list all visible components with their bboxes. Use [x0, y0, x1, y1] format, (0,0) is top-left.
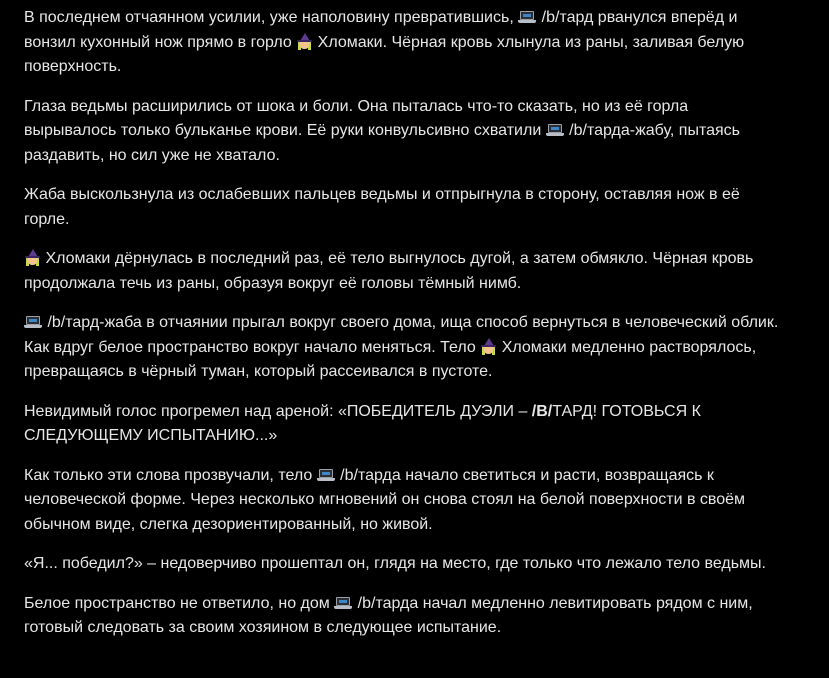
story-paragraph	[24, 247, 784, 296]
paragraph-text: Хломаки дёрнулась в последний раз, её тело выгнулось дугой, а затем обмякло. Чёрная кровь продолжала течь из раны, образуя вокруг её головы тёмный нимб.	[24, 250, 754, 292]
witch-icon	[24, 249, 41, 266]
witch-icon	[296, 33, 313, 50]
story-paragraph	[24, 552, 784, 577]
witch-icon	[480, 338, 497, 355]
paragraph-text: /b/тарда-жабу, пытаясь раздавить, но сил уже не хватало.	[24, 122, 740, 164]
paragraph-text: Хломаки. Чёрная кровь хлынула из раны, заливая белую поверхность.	[24, 33, 745, 75]
laptop-icon	[317, 469, 335, 482]
laptop-icon	[518, 11, 536, 24]
laptop-icon	[546, 124, 564, 137]
paragraph-text: /b/тард рванулся вперёд и вонзил кухонный нож прямо в горло	[24, 9, 738, 51]
story-paragraph	[24, 6, 784, 80]
paragraph-text: ТАРД! ГОТОВЬСЯ К СЛЕДУЮЩЕМУ ИСПЫТАНИЮ...»	[24, 402, 701, 444]
laptop-icon	[24, 316, 42, 329]
bold-text: /B/	[531, 402, 553, 420]
chat-message-body	[24, 6, 784, 656]
story-paragraph	[24, 400, 784, 449]
story-paragraph	[24, 183, 784, 232]
paragraph-text: /b/тард-жаба в отчаянии прыгал вокруг своего дома, ища способ вернуться в человеческий облик. Как вдруг белое пространство вокруг начало меняться. Тело	[24, 314, 779, 356]
paragraph-text: Белое пространство не ответило, но дом	[24, 594, 335, 612]
paragraph-text: Как только эти слова прозвучали, тело	[24, 466, 317, 484]
paragraph-text: Невидимый голос прогремел над ареной: «ПОБЕДИТЕЛЬ ДУЭЛИ –	[24, 402, 532, 420]
paragraph-text: «Я... победил?» – недоверчиво прошептал он, глядя на место, где только что лежало тело ведьмы.	[24, 555, 766, 572]
paragraph-text: В последнем отчаянном усилии, уже наполовину превратившись,	[24, 9, 519, 26]
story-paragraph	[24, 464, 784, 538]
story-paragraph	[24, 592, 784, 641]
story-paragraph	[24, 311, 784, 385]
paragraph-text: /b/тарда начало светиться и расти, возвращаясь к человеческой форме. Через несколько мгновений он снова стоял на белой поверхности в своём обычном виде, слегка дезориентированный, но живой.	[24, 466, 746, 533]
paragraph-text: Хломаки медленно растворялось, превращаясь в чёрный туман, который рассеивался в пустоте.	[24, 338, 757, 380]
paragraph-text: /b/тарда начал медленно левитировать рядом с ним, готовый следовать за своим хозяином в следующее испытание.	[24, 594, 753, 636]
paragraph-text: Жаба выскользнула из ослабевших пальцев ведьмы и отпрыгнула в сторону, оставляя нож в её горле.	[24, 186, 740, 228]
story-paragraph	[24, 95, 784, 169]
paragraph-text: Глаза ведьмы расширились от шока и боли. Она пыталась что-то сказать, но из её горла вырывалось только бульканье крови. Её руки конвульсивно схватили	[24, 97, 689, 139]
laptop-icon	[334, 597, 352, 610]
